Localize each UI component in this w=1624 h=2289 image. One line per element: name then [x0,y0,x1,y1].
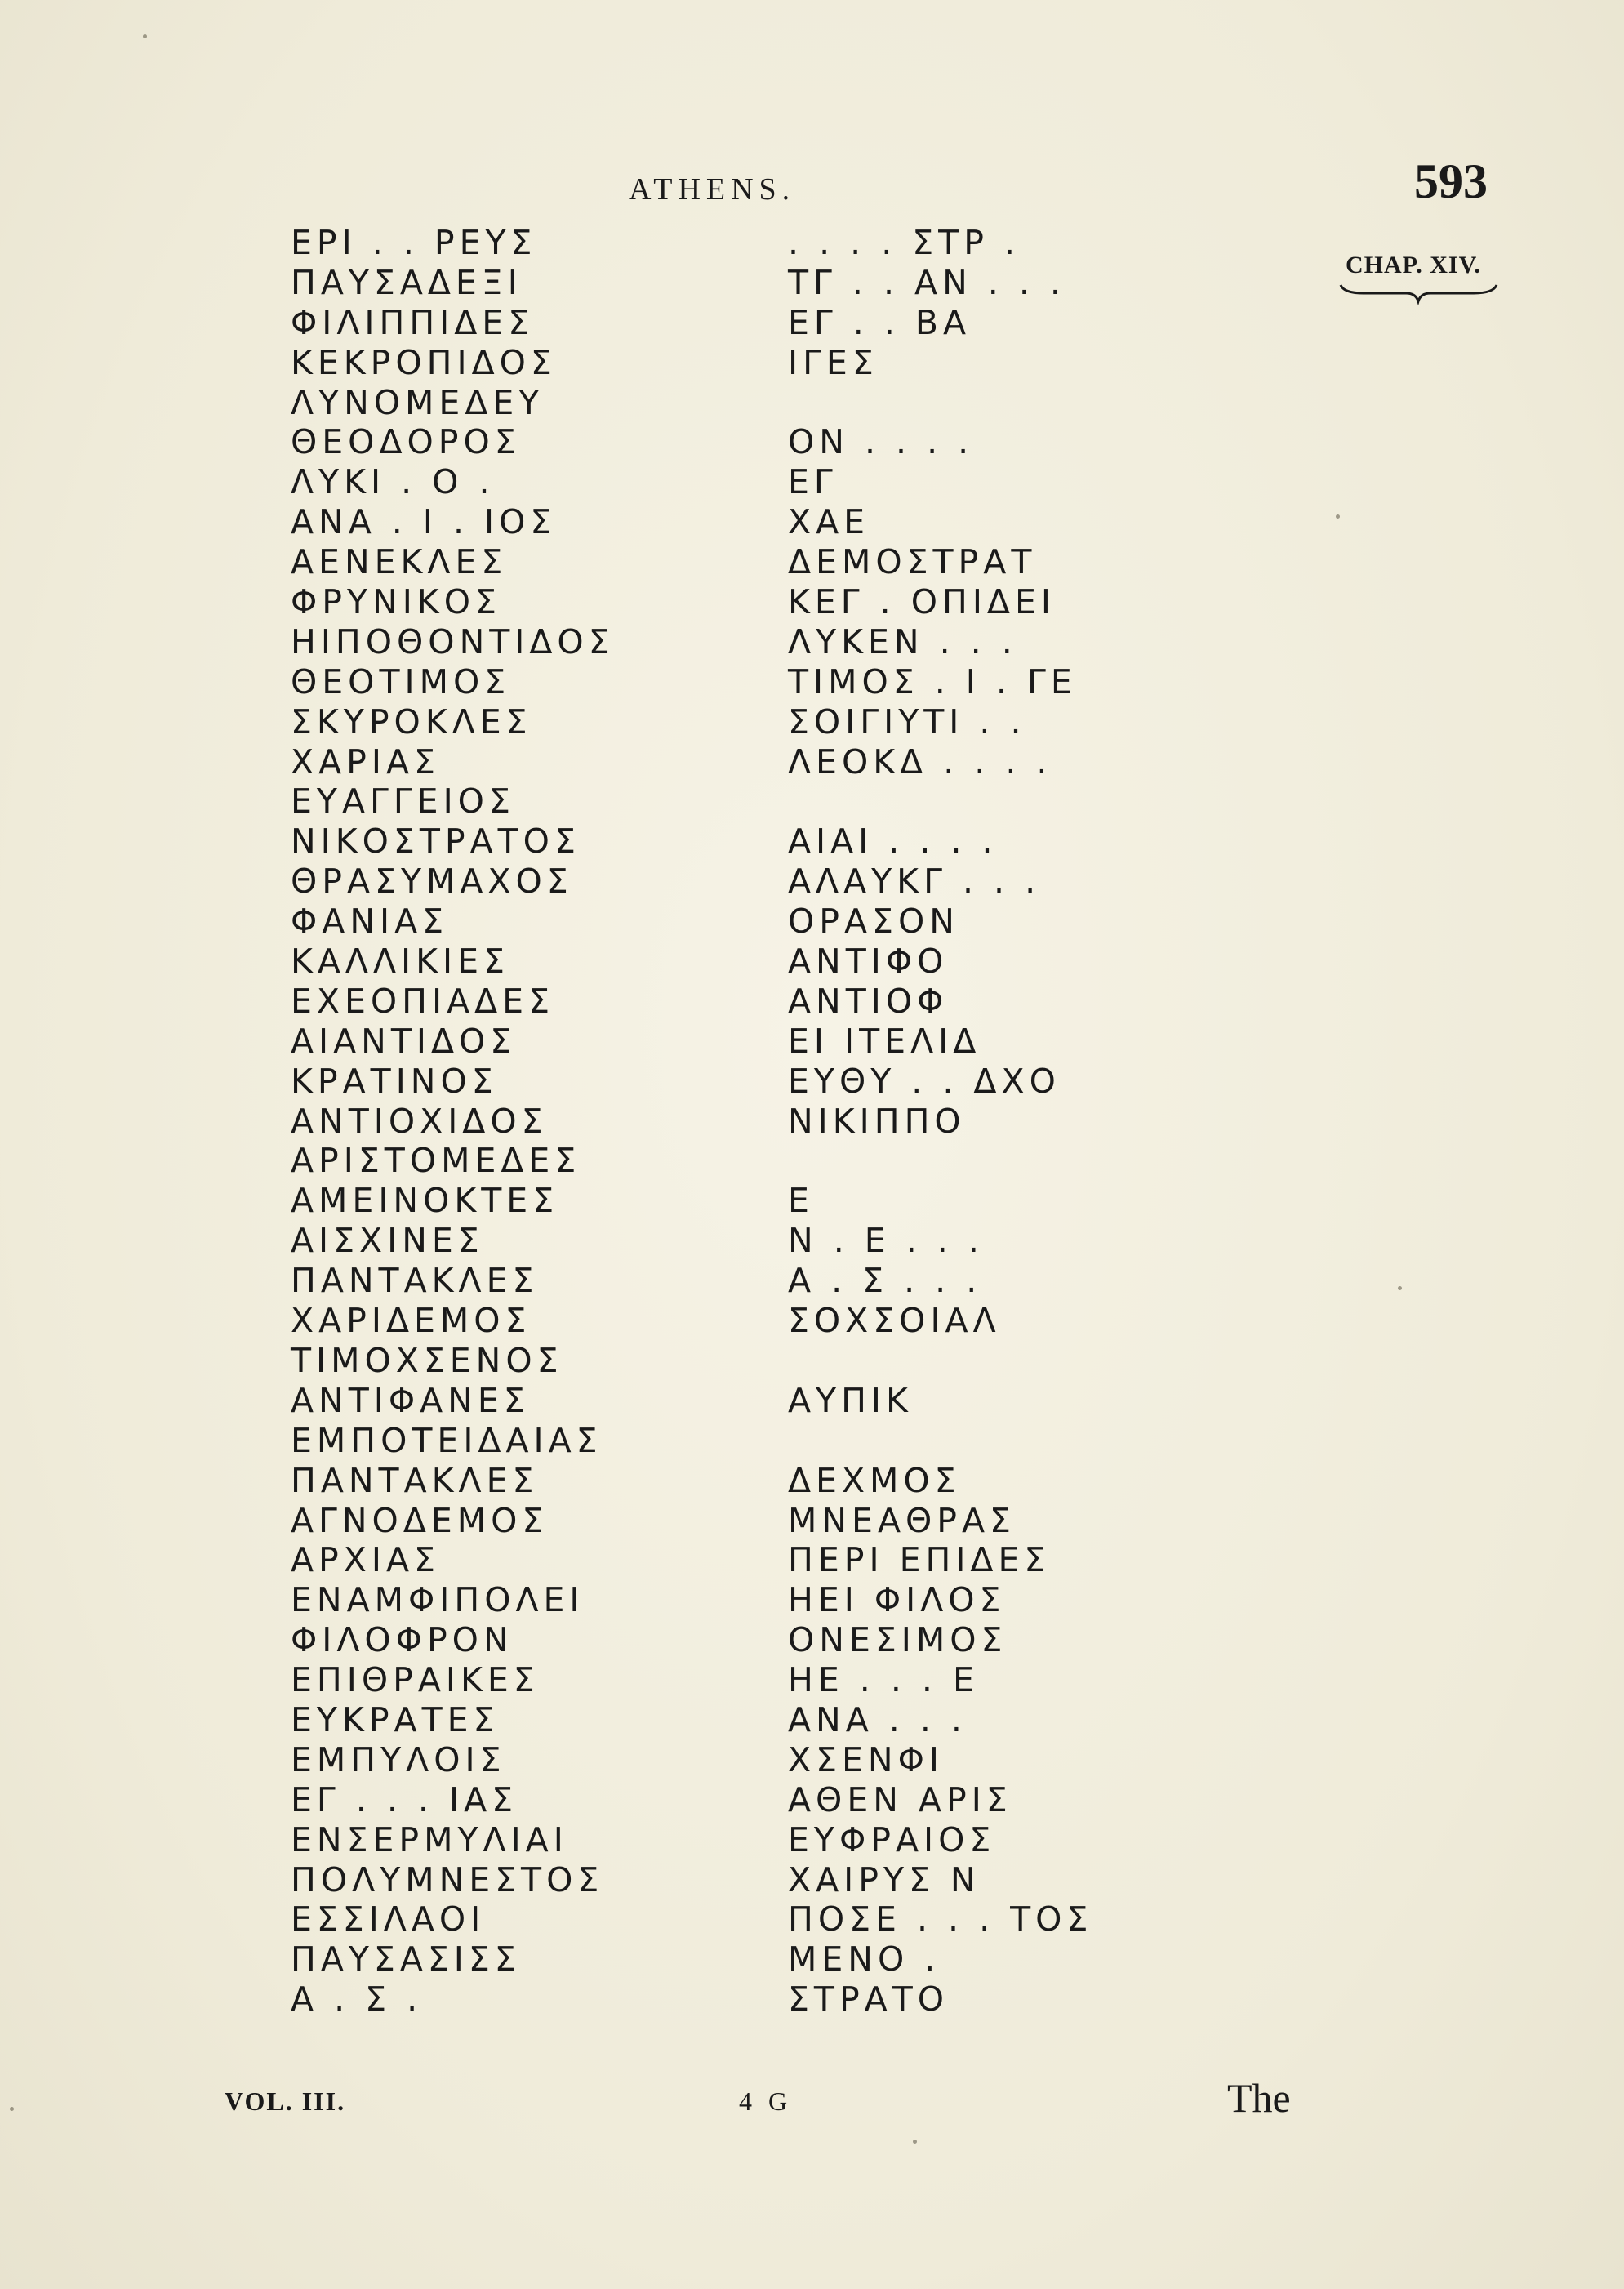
inscription-line: ΗΙΠΟΘΟΝΤΙΔΟΣ [291,621,615,661]
inscription-line: ΕΠΙΘΡΑΙΚΕΣ [291,1660,540,1700]
running-head-title: ATHENS. [629,172,796,207]
inscription-line: ΝΙΚΙΠΠΟ [788,1101,966,1141]
inscription-line [788,1141,1092,1181]
inscription-line: ΟΝ . . . . [788,422,974,462]
inscription-line: ΕΥΦΡΑΙΟΣ [788,1819,996,1859]
inscription-line: ΠΟΛΥΜΝΕΣΤΟΣ [291,1859,604,1899]
inscription-line: ΑΝΤΙΦΟ [788,942,949,982]
inscription-line: ΦΙΛΟΦΡΟΝ [291,1620,514,1660]
inscription-line: ΕΡΙ . . ΡΕΥΣ [291,223,537,262]
inscription-line: ΣΟΧΣΟΙΑΛ [788,1301,1001,1341]
inscription-line: ΕΓ [788,462,838,502]
inscription-line: ΠΑΥΣΑΣΙΣΣ [291,1939,521,1979]
chapter-label: CHAP. XIV. [1346,252,1481,278]
inscription-line: . . . . ΣΤΡ . [788,223,1021,262]
inscription-line: ΤΓ . . ΑΝ . . . [788,262,1066,302]
inscription-line: ΑΙΑΝΤΙΔΟΣ [291,1021,517,1061]
inscription-line: ΚΡΑΤΙΝΟΣ [291,1061,498,1101]
inscription-line: ΘΕΟΤΙΜΟΣ [291,661,511,701]
inscription-line: ΠΑΥΣΑΔΕΞΙ [291,262,523,302]
inscription-line: ΠΟΣΕ . . . ΤΟΣ [788,1899,1093,1939]
inscription-line: ΘΡΑΣΥΜΑΧΟΣ [291,862,573,902]
inscription-line: ΠΑΝΤΑΚΛΕΣ [291,1261,539,1301]
inscription-line: ΧΑΙΡΥΣ Ν [788,1859,981,1899]
inscription-line: ΜΕΝΟ . [788,1939,941,1979]
inscription-line: ΦΙΛΙΠΠΙΔΕΣ [291,302,535,342]
inscription-line: ΑΥΠΙΚ [788,1380,913,1420]
inscription-line: ΕΓ . . ΒΑ [788,302,972,342]
inscription-line: ΕΝΣΕΡΜΥΛΙΑΙ [291,1819,568,1859]
catchword: The [1227,2075,1291,2121]
inscription-line: ΕΙ ΙΤΕΛΙΔ [788,1021,981,1061]
inscription-line: ΣΟΙΓΙΥΤΙ . . [788,701,1026,741]
inscription-left-column [291,223,615,2020]
inscription-line: ΟΝΕΣΙΜΟΣ [788,1620,1008,1660]
paper-speck [1398,1286,1402,1290]
inscription-line: ΑΡΙΣΤΟΜΕΔΕΣ [291,1141,581,1181]
inscription-line: ΝΙΚΟΣΤΡΑΤΟΣ [291,822,581,862]
paper-speck [1336,514,1340,519]
volume-label: VOL. III. [225,2086,346,2116]
inscription-line: ΑΕΝΕΚΛΕΣ [291,542,508,582]
inscription-line: ΑΙΣΧΙΝΕΣ [291,1221,484,1261]
inscription-line: ΕΥΑΓΓΕΙΟΣ [291,782,515,822]
inscription-line: ΕΜΠΥΛΟΙΣ [291,1739,506,1779]
inscription-line: ΑΡΧΙΑΣ [291,1540,440,1580]
inscription-line: Α . Σ . . . [788,1261,982,1301]
inscription-line: ΗΕ . . . Ε [788,1660,979,1700]
inscription-line: ΟΡΑΣΟΝ [788,902,959,942]
inscription-line: Α . Σ . [291,1979,423,2020]
inscription-line: ΧΣΕΝΦΙ [788,1739,944,1779]
inscription-line: ΤΙΜΟΧΣΕΝΟΣ [291,1340,563,1380]
inscription-line: ΛΥΚΕΝ . . . [788,621,1017,661]
signature-mark: 4 G [739,2086,793,2116]
inscription-line: ΧΑΡΙΔΕΜΟΣ [291,1301,532,1341]
inscription-line: ΜΝΕΑΘΡΑΣ [788,1500,1016,1540]
page-number: 593 [1414,154,1488,208]
inscription-line [788,383,1092,423]
inscription-line: ΑΙΑΙ . . . . [788,822,998,862]
inscription-line: ΘΕΟΔΟΡΟΣ [291,422,521,462]
inscription-line: ΤΙΜΟΣ . Ι . ΓΕ [788,661,1077,701]
inscription-right-column [788,223,1092,2020]
paper-speck [10,2107,14,2111]
inscription-line: ΧΑΡΙΑΣ [291,741,440,782]
inscription-line: ΕΥΚΡΑΤΕΣ [291,1699,500,1739]
inscription-line: ΛΥΝΟΜΕΔΕΥ [291,382,545,422]
inscription-line: ΕΧΕΟΠΙΑΔΕΣ [291,981,554,1021]
inscription-line: ΛΕΟΚΔ . . . . [788,741,1052,782]
inscription-line: ΑΛΑΥΚΓ . . . [788,862,1041,902]
inscription-line: ΑΓΝΟΔΕΜΟΣ [291,1500,549,1540]
inscription-line: ΕΜΠΟΤΕΙΔΑΙΑΣ [291,1420,603,1460]
inscription-line: ΧΑΕ [788,502,870,542]
inscription-line: ΕΥΘΥ . . ΔΧΟ [788,1061,1061,1101]
inscription-line: ΗΕΙ ΦΙΛΟΣ [788,1580,1006,1620]
inscription-line: ΑΘΕΝ ΑΡΙΣ [788,1779,1012,1819]
inscription-line: ΠΑΝΤΑΚΛΕΣ [291,1460,539,1500]
inscription-line [788,782,1092,822]
inscription-line: ΑΜΕΙΝΟΚΤΕΣ [291,1181,559,1221]
inscription-line: ΑΝΑ . . . [788,1699,967,1739]
inscription-line: ΛΥΚΙ . Ο . [291,462,495,502]
paper-speck [143,34,147,38]
inscription-line: ΑΝΑ . Ι . ΙΟΣ [291,502,557,542]
inscription-line: ΑΝΤΙΟΦ [788,981,949,1021]
inscription-line: Ν . Ε . . . [788,1221,984,1261]
inscription-line: Ε [788,1181,814,1221]
chapter-brace-ornament [1339,282,1498,306]
inscription-line [788,1421,1092,1461]
inscription-line: ΕΝΑΜΦΙΠΟΛΕΙ [291,1580,585,1620]
inscription-line: ΙΓΕΣ [788,342,879,382]
inscription-line: ΦΑΝΙΑΣ [291,902,449,942]
inscription-line: ΑΝΤΙΟΧΙΔΟΣ [291,1101,548,1141]
inscription-line: ΚΕΓ . ΟΠΙΔΕΙ [788,582,1056,622]
inscription-line: ΠΕΡΙ ΕΠΙΔΕΣ [788,1540,1051,1580]
inscription-line: ΦΡΥΝΙΚΟΣ [291,582,501,622]
inscription-line: ΑΝΤΙΦΑΝΕΣ [291,1380,530,1420]
inscription-line [788,1341,1092,1381]
inscription-line: ΣΤΡΑΤΟ [788,1979,950,2020]
inscription-line: ΣΚΥΡΟΚΛΕΣ [291,701,532,741]
paper-speck [913,2140,917,2144]
inscription-line: ΕΣΣΙΛΑΟΙ [291,1899,486,1939]
inscription-line: ΕΓ . . . ΙΑΣ [291,1779,518,1819]
inscription-line: ΔΕΧΜΟΣ [788,1460,961,1500]
inscription-line: ΚΕΚΡΟΠΙΔΟΣ [291,342,557,382]
inscription-line: ΚΑΛΛΙΚΙΕΣ [291,942,509,982]
inscription-line: ΔΕΜΟΣΤΡΑΤ [788,542,1037,582]
